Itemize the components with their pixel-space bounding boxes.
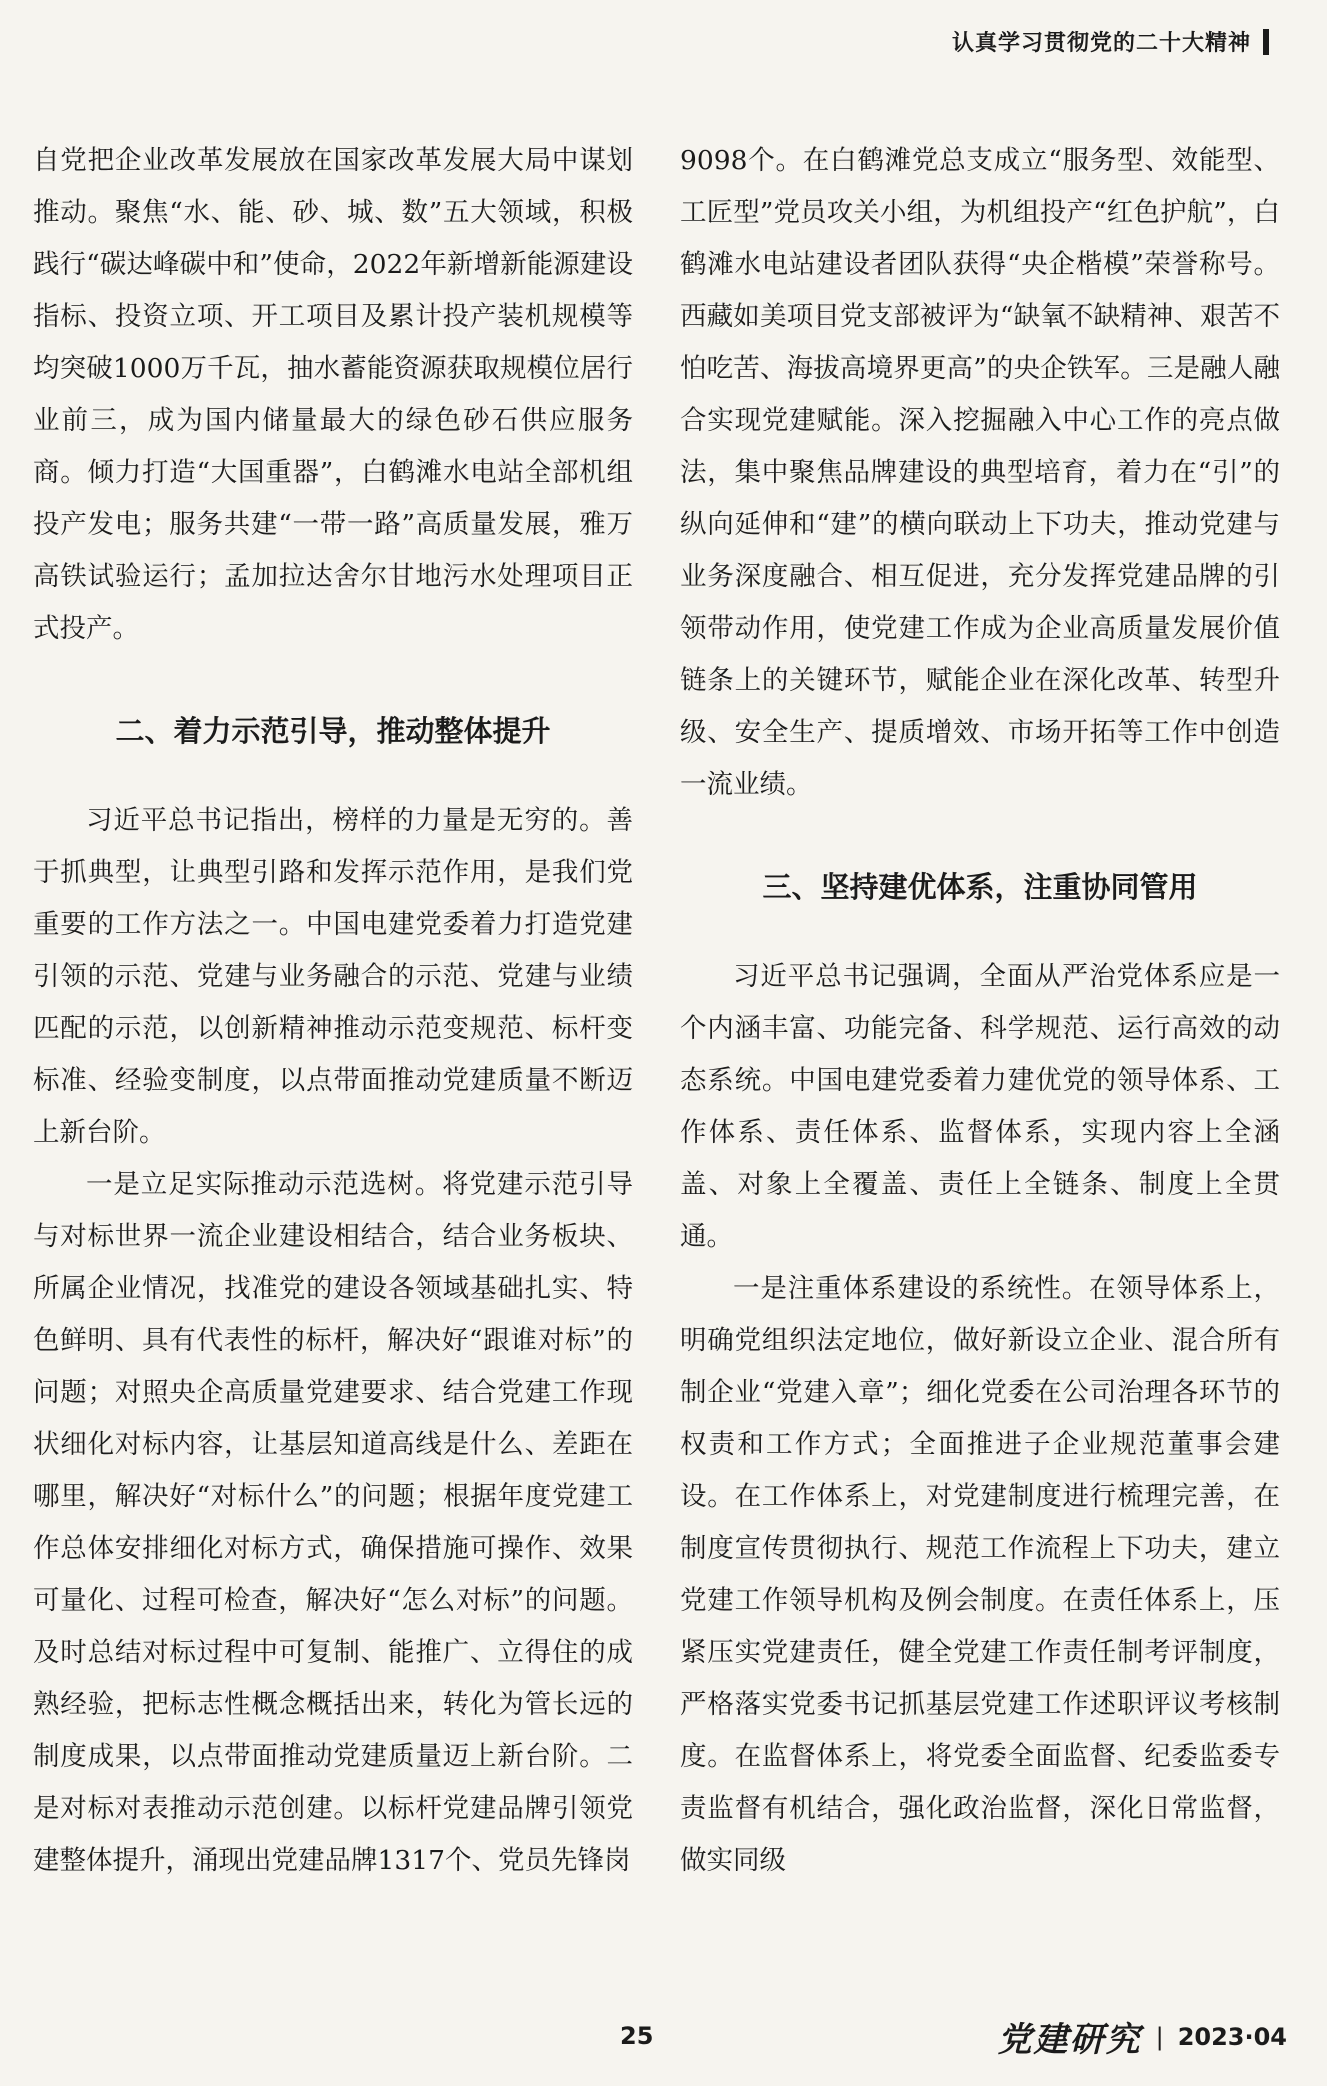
left-column (33, 135, 633, 1995)
right-column (680, 135, 1280, 1995)
page-number: 25 (620, 2022, 654, 2050)
paragraph: 习近平总书记指出，榜样的力量是无穷的。善于抓典型，让典型引路和发挥示范作用，是我们党重要的工作方法之一。中国电建党委着力打造党建引领的示范、党建与业务融合的示范、党建与业绩匹配的示范，以创新精神推动示范变规范、标杆变标准、经验变制度，以点带面推动党建质量不断迈上新台阶。 (33, 805, 633, 1148)
journal-logo: 党建研究 (997, 2020, 1142, 2060)
running-header (952, 26, 1269, 57)
paragraph: 9098个。在白鹤滩党总支成立“服务型、效能型、工匠型”党员攻关小组，为机组投产“红色护航”，白鹤滩水电站建设者团队获得“央企楷模”荣誉称号。西藏如美项目党支部被评为“缺氧不缺精神、艰苦不怕吃苦、海拔高境界更高”的央企铁军。三是融人融合实现党建赋能。深入挖掘融入中心工作的亮点做法，集中聚焦品牌建设的典型培育，着力在“引”的纵向延伸和“建”的横向联动上下功夫，推动党建与业务深度融合、相互促进，充分发挥党建品牌的引领带动作用，使党建工作成为企业高质量发展价值链条上的关键环节，赋能企业在深化改革、转型升级、安全生产、提质增效、市场开拓等工作中创造一流业绩。 (680, 145, 1280, 800)
paragraph: 自党把企业改革发展放在国家改革发展大局中谋划推动。聚焦“水、能、砂、城、数”五大领域，积极践行“碳达峰碳中和”使命，2022年新增新能源建设指标、投资立项、开工项目及累计投产装机规模等均突破1000万千瓦，抽水蓄能资源获取规模位居行业前三，成为国内储量最大的绿色砂石供应服务商。倾力打造“大国重器”，白鹤滩水电站全部机组投产发电；服务共建“一带一路”高质量发展，雅万高铁试验运行；孟加拉达舍尔甘地污水处理项目正式投产。 (33, 145, 633, 644)
paragraph: 一是注重体系建设的系统性。在领导体系上，明确党组织法定地位，做好新设立企业、混合所有制企业“党建入章”；细化党委在公司治理各环节的权责和工作方式；全面推进子企业规范董事会建设。在工作体系上，对党建制度进行梳理完善，在制度宣传贯彻执行、规范工作流程上下功夫，建立党建工作领导机构及例会制度。在责任体系上，压紧压实党建责任，健全党建工作责任制考评制度，严格落实党委书记抓基层党建工作述职评议考核制度。在监督体系上，将党委全面监督、纪委监委专责监督有机结合，强化政治监督，深化日常监督，做实同级 (680, 1273, 1280, 1876)
header-bar (1263, 29, 1269, 55)
paragraph: 习近平总书记强调，全面从严治党体系应是一个内涵丰富、功能完备、科学规范、运行高效的动态系统。中国电建党委着力建优党的领导体系、工作体系、责任体系、监督体系，实现内容上全涵盖、对象上全覆盖、责任上全链条、制度上全贯通。 (680, 961, 1280, 1252)
header-title: 认真学习贯彻党的二十大精神 (951, 31, 1251, 56)
paragraph: 一是立足实际推动示范选树。将党建示范引导与对标世界一流企业建设相结合，结合业务板块、所属企业情况，找准党的建设各领域基础扎实、特色鲜明、具有代表性的标杆，解决好“跟谁对标”的问题；对照央企高质量党建要求、结合党建工作现状细化对标内容，让基层知道高线是什么、差距在哪里，解决好“对标什么”的问题；根据年度党建工作总体安排细化对标方式，确保措施可操作、效果可量化、过程可检查，解决好“怎么对标”的问题。及时总结对标过程中可复制、能推广、立得住的成熟经验，把标志性概念概括出来，转化为管长远的制度成果，以点带面推动党建质量迈上新台阶。二是对标对表推动示范创建。以标杆党建品牌引领党建整体提升，涌现出党建品牌1317个、党员先锋岗 (33, 1169, 633, 1876)
footer-separator: | (1155, 2022, 1164, 2051)
footer-journal (998, 2012, 1287, 2061)
issue-number: 2023·04 (1177, 2022, 1287, 2051)
section-heading-2: 二、着力示范引导，推动整体提升 (115, 714, 551, 748)
section-heading-3: 三、坚持建优体系，注重协同管用 (762, 870, 1198, 904)
